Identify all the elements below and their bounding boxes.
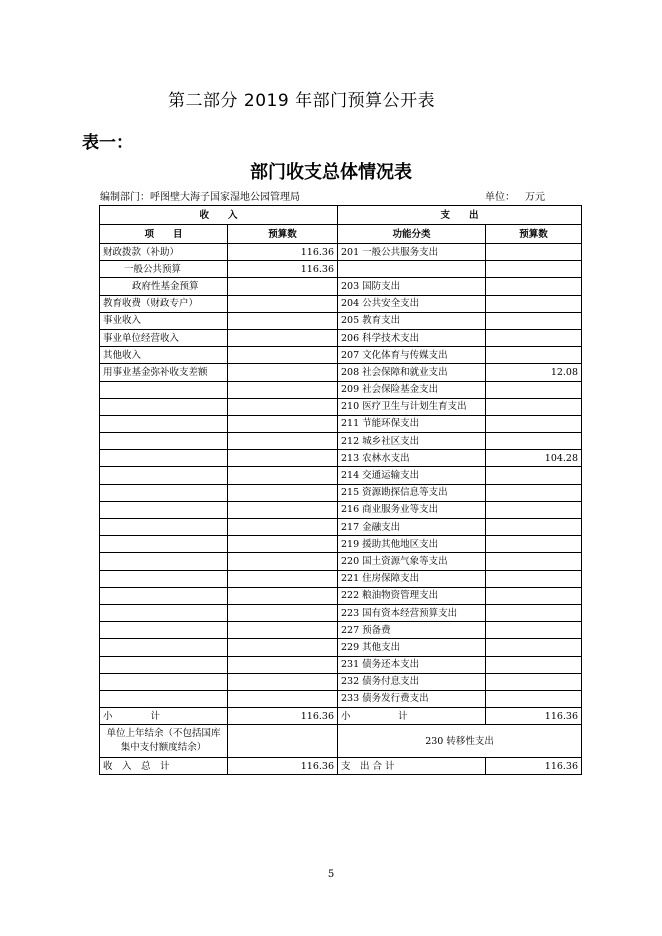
income-section-header: 收 入 (100, 206, 338, 225)
part-title: 第二部分 2019 年部门预算公开表 (168, 91, 436, 111)
expense-value (486, 415, 582, 432)
income-value (228, 433, 338, 450)
row-16 (100, 519, 582, 536)
col-func-header: 功能分类 (338, 225, 486, 244)
income-value (228, 536, 338, 553)
income-value (228, 278, 338, 295)
income-item (100, 570, 228, 587)
income-total-value: 116.36 (228, 758, 338, 775)
income-value (228, 347, 338, 364)
expense-value (486, 587, 582, 604)
expense-item: 209 社会保险基金支出 (338, 381, 486, 398)
col-budget-out-header: 预算数 (486, 225, 582, 244)
row-22 (100, 622, 582, 639)
income-item: 用事业基金弥补收支差额 (100, 364, 228, 381)
expense-value (486, 570, 582, 587)
expense-item (338, 261, 486, 278)
income-item (100, 656, 228, 673)
income-item (100, 501, 228, 518)
row-5 (100, 329, 582, 346)
income-item: 财政拨款（补助） (100, 244, 228, 261)
dept-label: 编制部门：呼图壁大海子国家湿地公园管理局 (100, 192, 300, 203)
unit-info (485, 188, 545, 203)
expense-value (486, 329, 582, 346)
column-header-row (100, 225, 582, 244)
subtotal-row (100, 708, 582, 725)
expense-subtotal-label: 小 计 (338, 708, 486, 725)
expense-value (486, 519, 582, 536)
row-2 (100, 278, 582, 295)
expense-item: 211 节能环保支出 (338, 415, 486, 432)
income-subtotal-value: 116.36 (228, 708, 338, 725)
expense-value (486, 278, 582, 295)
carryover-row (100, 725, 582, 758)
row-1 (100, 261, 582, 278)
income-value (228, 450, 338, 467)
row-24 (100, 656, 582, 673)
income-item (100, 433, 228, 450)
unit-value: 万元 (525, 192, 545, 203)
expense-value (486, 484, 582, 501)
income-value: 116.36 (228, 261, 338, 278)
expense-item: 203 国防支出 (338, 278, 486, 295)
income-value (228, 484, 338, 501)
income-item: 政府性基金预算 (100, 278, 228, 295)
row-17 (100, 536, 582, 553)
col-budget-in-header: 预算数 (228, 225, 338, 244)
income-value (228, 501, 338, 518)
expense-item: 233 债务发行费支出 (338, 690, 486, 707)
expense-item: 216 商业服务业等支出 (338, 501, 486, 518)
expense-value (486, 501, 582, 518)
income-item (100, 398, 228, 415)
expense-value: 104.28 (486, 450, 582, 467)
expense-item: 210 医疗卫生与计划生育支出 (338, 398, 486, 415)
income-item: 其他收入 (100, 347, 228, 364)
income-item: 教育收费（财政专户） (100, 295, 228, 312)
income-value (228, 398, 338, 415)
income-value (228, 364, 338, 381)
income-value (228, 639, 338, 656)
carryover-income-value (228, 725, 338, 758)
row-7 (100, 364, 582, 381)
expense-item: 227 预备费 (338, 622, 486, 639)
row-0 (100, 244, 582, 261)
expense-item: 229 其他支出 (338, 639, 486, 656)
income-value (228, 587, 338, 604)
income-item: 事业单位经营收入 (100, 329, 228, 346)
expense-item: 215 资源勘探信息等支出 (338, 484, 486, 501)
expense-value (486, 295, 582, 312)
income-item (100, 604, 228, 621)
income-value (228, 467, 338, 484)
expense-total-value: 116.36 (486, 758, 582, 775)
expense-item: 219 援助其他地区支出 (338, 536, 486, 553)
row-19 (100, 570, 582, 587)
total-row (100, 758, 582, 775)
income-value (228, 519, 338, 536)
expense-item: 213 农林水支出 (338, 450, 486, 467)
income-total-label: 收 入 总 计 (100, 758, 228, 775)
expense-item: 221 住房保障支出 (338, 570, 486, 587)
income-item (100, 536, 228, 553)
budget-table (99, 205, 582, 775)
row-18 (100, 553, 582, 570)
expense-item: 222 粮油物资管理支出 (338, 587, 486, 604)
income-item (100, 690, 228, 707)
row-26 (100, 690, 582, 707)
page-number: 5 (327, 869, 335, 880)
table-label: 表一： (82, 133, 133, 153)
expense-value: 12.08 (486, 364, 582, 381)
expense-value (486, 312, 582, 329)
income-value (228, 570, 338, 587)
row-9 (100, 398, 582, 415)
expense-item: 212 城乡社区支出 (338, 433, 486, 450)
expense-value (486, 261, 582, 278)
income-value (228, 553, 338, 570)
expense-subtotal-value: 116.36 (486, 708, 582, 725)
income-value (228, 656, 338, 673)
row-25 (100, 673, 582, 690)
row-4 (100, 312, 582, 329)
row-8 (100, 381, 582, 398)
expense-item: 208 社会保障和就业支出 (338, 364, 486, 381)
expense-value (486, 398, 582, 415)
income-value (228, 622, 338, 639)
income-item: 事业收入 (100, 312, 228, 329)
income-item (100, 587, 228, 604)
income-value: 116.36 (228, 244, 338, 261)
income-value (228, 329, 338, 346)
income-subtotal-label: 小 计 (100, 708, 228, 725)
expense-value (486, 622, 582, 639)
expense-item: 214 交通运输支出 (338, 467, 486, 484)
expense-value (486, 467, 582, 484)
income-value (228, 415, 338, 432)
income-item (100, 639, 228, 656)
row-21 (100, 604, 582, 621)
expense-item: 201 一般公共服务支出 (338, 244, 486, 261)
expense-item: 204 公共安全支出 (338, 295, 486, 312)
expense-item: 207 文化体育与传媒支出 (338, 347, 486, 364)
col-item-header: 项 目 (100, 225, 228, 244)
income-item (100, 484, 228, 501)
expense-value (486, 347, 582, 364)
row-3 (100, 295, 582, 312)
expense-value (486, 639, 582, 656)
expense-value (486, 553, 582, 570)
income-value (228, 312, 338, 329)
income-item (100, 673, 228, 690)
income-item: 一般公共预算 (100, 261, 228, 278)
row-14 (100, 484, 582, 501)
expense-value (486, 673, 582, 690)
expense-value (486, 690, 582, 707)
row-12 (100, 450, 582, 467)
expense-value (486, 381, 582, 398)
row-13 (100, 467, 582, 484)
expense-value (486, 433, 582, 450)
income-value (228, 673, 338, 690)
expense-section-header: 支 出 (338, 206, 582, 225)
section-header-row (100, 206, 582, 225)
expense-item: 220 国土资源气象等支出 (338, 553, 486, 570)
expense-value (486, 536, 582, 553)
row-10 (100, 415, 582, 432)
income-item (100, 519, 228, 536)
expense-item: 206 科学技术支出 (338, 329, 486, 346)
transfer-expense-label: 230 转移性支出 (338, 725, 582, 758)
row-23 (100, 639, 582, 656)
income-value (228, 295, 338, 312)
expense-total-label: 支 出 合 计 (338, 758, 486, 775)
income-item (100, 415, 228, 432)
row-11 (100, 433, 582, 450)
expense-value (486, 656, 582, 673)
expense-item: 205 教育支出 (338, 312, 486, 329)
unit-label: 单位： (485, 192, 515, 203)
carryover-income-label: 单位上年结余（不包括国库集中支付额度结余） (100, 725, 228, 758)
income-item (100, 622, 228, 639)
income-value (228, 604, 338, 621)
expense-item: 217 金融支出 (338, 519, 486, 536)
expense-item: 232 债务付息支出 (338, 673, 486, 690)
income-item (100, 467, 228, 484)
income-item (100, 450, 228, 467)
income-item (100, 553, 228, 570)
row-6 (100, 347, 582, 364)
income-value (228, 381, 338, 398)
expense-item: 231 债务还本支出 (338, 656, 486, 673)
income-value (228, 690, 338, 707)
row-15 (100, 501, 582, 518)
expense-value (486, 604, 582, 621)
row-20 (100, 587, 582, 604)
expense-item: 223 国有资本经营预算支出 (338, 604, 486, 621)
table-title: 部门收支总体情况表 (250, 162, 412, 183)
expense-value (486, 244, 582, 261)
income-item (100, 381, 228, 398)
